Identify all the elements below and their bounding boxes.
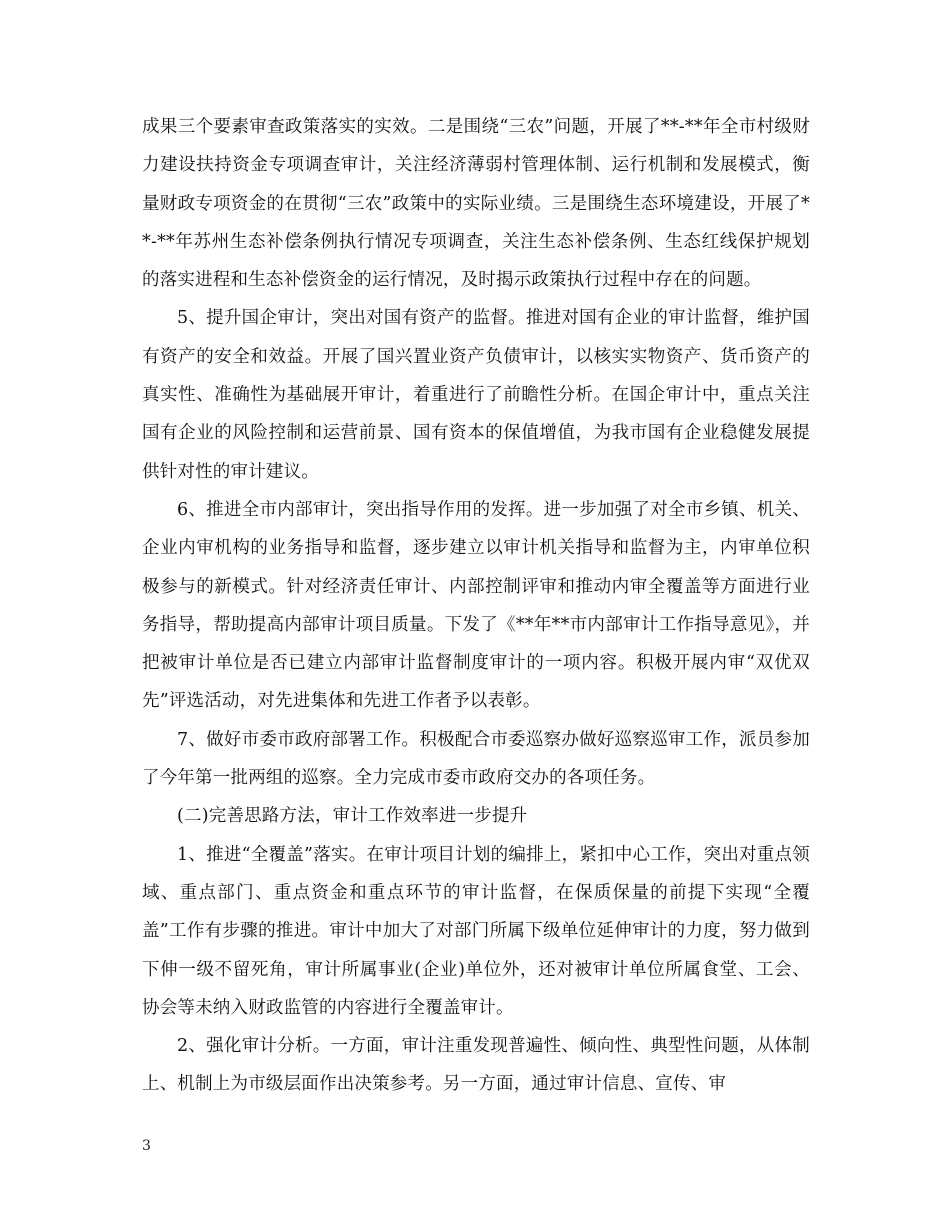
paragraph-3: 6、推进全市内部审计，突出指导作用的发挥。进一步加强了对全市乡镇、机关、企业内审机构的业务指导和监督，逐步建立以审计机关指导和监督为主，内审单位积极参与的新模式。针对经济责任审计、内部控制评审和推动内审全覆盖等方面进行业务指导，帮助提高内部审计项目质量。下发了《**年**市内部审计工作指导意见》，并把被审计单位是否已建立内部审计监督制度审计的一项内容。积极开展内审“双优双先”评选活动，对先进集体和先进工作者予以表彰。: [142, 499, 810, 712]
body-text: [142, 108, 810, 1104]
page-number: 3: [142, 1138, 151, 1154]
paragraph-1: 成果三个要素审查政策落实的实效。二是围绕“三农”问题，开展了**-**年全市村级财力建设扶持资金专项调查审计，关注经济薄弱村管理体制、运行机制和发展模式，衡量财政专项资金的在贯彻“三农”政策中的实际业绩。三是围绕生态环境建设，开展了**-**年苏州生态补偿条例执行情况专项调查，关注生态补偿条例、生态红线保护规划的落实进程和生态补偿资金的运行情况，及时揭示政策执行过程中存在的问题。: [142, 117, 810, 291]
paragraph-4: 7、做好市委市政府部署工作。积极配合市委巡察办做好巡察巡审工作，派员参加了今年第一批两组的巡察。全力完成市委市政府交办的各项任务。: [142, 729, 810, 789]
paragraph-2: 5、提升国企审计，突出对国有资产的监督。推进对国有企业的审计监督，维护国有资产的安全和效益。开展了国兴置业资产负债审计，以核实实物资产、货币资产的真实性、准确性为基础展开审计，着重进行了前瞻性分析。在国企审计中，重点关注国有企业的风险控制和运营前景、国有资本的保值增值，为我市国有企业稳健发展提供针对性的审计建议。: [142, 308, 810, 482]
paragraph-6: 2、强化审计分析。一方面，审计注重发现普遍性、倾向性、典型性问题，从体制上、机制上为市级层面作出决策参考。另一方面，通过审计信息、宣传、审: [142, 1036, 810, 1095]
section-heading: (二)完善思路方法，审计工作效率进一步提升: [177, 806, 528, 827]
paragraph-5: 1、推进“全覆盖”落实。在审计项目计划的编排上，紧扣中心工作，突出对重点领域、重点部门、重点资金和重点环节的审计监督，在保质保量的前提下实现“全覆盖”工作有步骤的推进。审计中加大了对部门所属下级单位延伸审计的力度，努力做到下伸一级不留死角，审计所属事业(企业)单位外，还对被审计单位所属食堂、工会、协会等未纳入财政监管的内容进行全覆盖审计。: [142, 844, 810, 1018]
